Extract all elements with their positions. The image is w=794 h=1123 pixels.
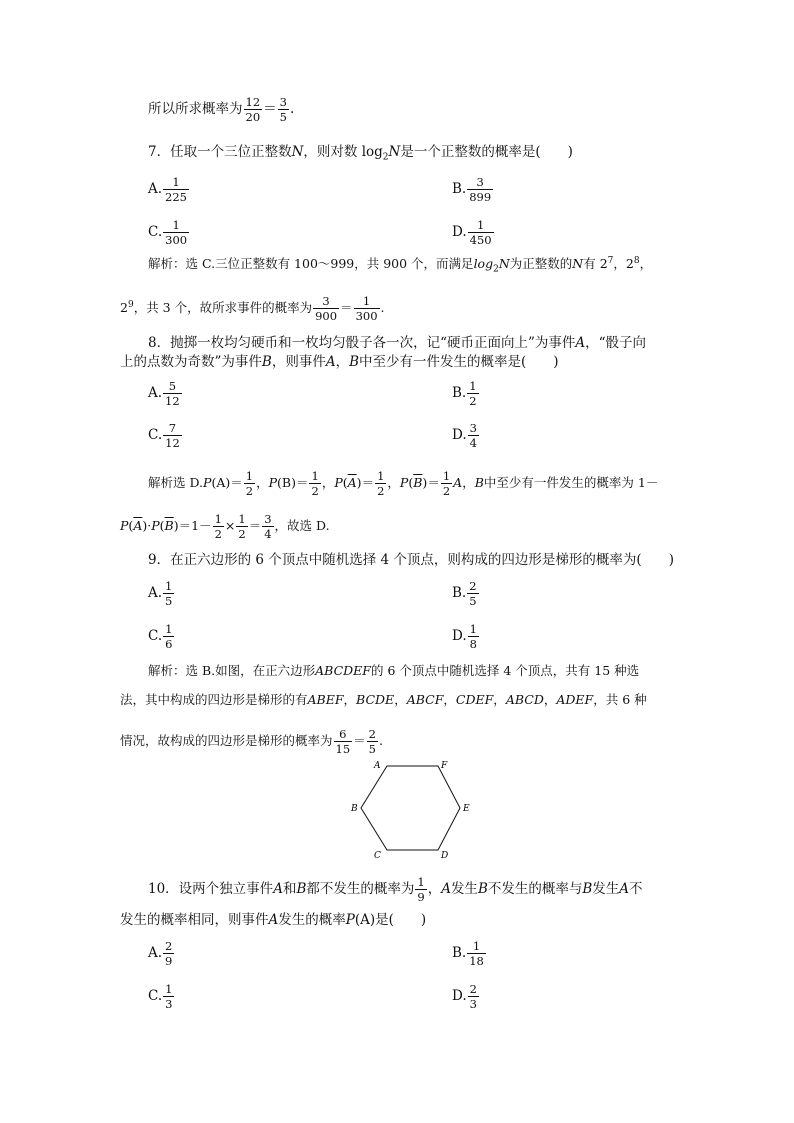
q8-option-d[interactable] [452,422,480,449]
option-label: A. [148,585,163,602]
vertex-label-e: E [463,804,470,814]
text: 发生 [450,881,478,898]
fraction [163,176,189,203]
q10-option-c[interactable] [148,983,175,1010]
var-complement: $\overline{A}$ [347,475,357,491]
q10-stem-line2 [120,914,426,928]
denominator: 450 [469,233,492,248]
var: P [399,475,409,491]
denominator: 3 [469,997,477,1012]
option-label: A. [148,945,163,962]
q7-option-a[interactable] [148,176,190,203]
numerator: 1 [469,379,477,393]
q8-stem-line1 [148,337,646,351]
text: ， [462,475,475,491]
numerator: 1 [469,622,477,636]
text: ，共 6 种 [593,692,647,707]
fraction [163,580,174,607]
q7-option-d[interactable] [452,219,495,246]
denominator: 8 [469,637,477,652]
option-label: B. [452,945,467,962]
denominator: 4 [469,436,477,451]
var: B [477,881,488,898]
option-label: D. [452,427,467,444]
numerator: 2 [165,939,173,953]
text: 不 [629,881,643,898]
q7-option-b[interactable] [452,176,494,203]
text: 7．任取一个三位正整数 [148,144,292,160]
denominator: 15 [335,742,351,757]
denominator: 5 [279,110,287,125]
var: ABEF [307,692,344,707]
q7-option-c[interactable] [148,219,190,246]
text: ＝1－ [178,518,212,534]
denominator: 2 [377,484,385,499]
denominator: 2 [245,484,254,499]
var: B [296,881,307,898]
text: ， [639,256,653,272]
numerator: 1 [238,512,246,526]
var: B [349,354,359,370]
text: ，则事件 [271,354,326,370]
text: ) [173,518,179,534]
text: 是( ) [375,912,427,928]
text: 10．设两个独立事件 [148,881,274,898]
hexagon-figure [345,758,475,862]
denominator: 9 [417,890,425,905]
numerator: 2 [469,982,477,996]
q8-stem-line2 [120,356,559,370]
var: P [334,475,343,491]
text: 和 [282,881,297,898]
denominator: 2 [238,527,246,542]
numerator: 1 [163,219,189,233]
denominator: 9 [165,954,173,969]
fraction [441,470,452,497]
numerator: 3 [313,295,339,309]
q9-stem [148,554,674,568]
text: 的 6 个顶点中随机选择 4 个顶点，共有 15 种选 [370,663,640,678]
fraction [367,728,378,755]
q9-option-c[interactable] [148,623,175,650]
q9-option-b[interactable] [452,580,480,607]
equals: ＝ [361,475,375,491]
text: ，共 3 个，故所求事件的概率为 [133,300,313,316]
numerator: 1 [165,579,173,593]
previous-answer-line [148,96,294,123]
denominator: 2 [442,484,451,499]
fraction [244,470,255,497]
option-label: C. [148,224,163,241]
var-complement: $\overline{B}$ [413,475,423,491]
var: A [273,881,283,898]
var: B [582,881,593,898]
denominator: 2 [469,394,477,409]
text: 上的点数为奇数”为事件 [120,354,262,370]
text: ， [387,475,400,491]
text: (A) [354,912,376,928]
numerator: 3 [469,421,477,435]
text: ( [128,518,134,534]
equals: ＝ [230,475,243,491]
text: ， [335,354,350,370]
var: ADEF [556,692,594,707]
denominator: 2 [311,484,319,499]
q10-option-a[interactable] [148,940,175,967]
text: ，则对数 log [303,144,383,160]
option-label: C. [148,628,163,645]
equals: ＝ [263,101,277,118]
vertex-label-d: D [441,851,449,861]
denominator: 5 [368,742,376,757]
denominator: 899 [469,190,492,205]
equals: ＝ [427,475,440,491]
var: P [345,912,355,928]
numerator: 2 [368,727,376,741]
numerator: 1 [354,295,380,309]
var: A [619,881,630,898]
fraction [163,219,189,246]
var: P [120,518,129,534]
text: ，2 [613,256,634,272]
numerator: 6 [334,728,353,742]
q9-solution-line2: 法，其中构成的四边形是梯形的有ABEF，BCDE，ABCF，CDEF，ABCD，ADEF，共 6 种 [120,692,647,707]
numerator: 3 [467,176,493,190]
text: 都不发生的概率为 [306,881,415,898]
denominator: 6 [165,637,173,652]
var: ABCF [406,692,444,707]
text: 所以所求概率为 [148,101,243,118]
vertex-label-c: C [374,851,381,861]
text: (A) [211,475,231,491]
var: BCDE [356,692,395,707]
q8-option-a[interactable] [148,380,183,407]
option-label: B. [452,585,467,602]
fraction [278,96,289,123]
q10-stem-line1 [148,876,643,903]
q10-option-d[interactable] [452,983,480,1010]
vertex-label-a: A [374,761,381,771]
numerator: 1 [165,622,173,636]
text: 发生的概率相同，则事件 [120,912,269,928]
fraction [163,623,174,650]
equals: ＝ [248,518,262,534]
q8-solution-line1 [148,470,658,497]
text: 2 [120,300,128,316]
numerator: 2 [469,579,477,593]
numerator: 7 [163,422,182,436]
numerator: 5 [163,380,182,394]
text: ) [142,518,148,534]
fraction [468,623,479,650]
var: A [575,335,586,351]
text: 解析：选 B.如图，在正六边形 [148,663,316,678]
text: 中至少有一件发生的概率为 1－ [483,475,659,491]
denominator: 225 [165,190,187,205]
option-label: C. [148,427,163,444]
numerator: 1 [245,469,254,483]
equals: ＝ [340,300,353,316]
fraction [334,728,353,755]
text: 法，其中构成的四边形是梯形的有 [120,692,308,707]
fraction [354,295,380,322]
var-complement: $\overline{A}$ [133,518,143,534]
times: × [224,518,236,534]
fraction [467,380,478,407]
var: B [261,354,272,370]
var: A [453,475,463,491]
fraction [468,422,479,449]
text: (B) [277,475,296,491]
option-label: C. [148,988,163,1005]
subscript: 2 [382,152,389,163]
text: ) [422,475,428,491]
numerator: 12 [245,95,261,109]
vertex-label-b: B [351,804,358,814]
fraction [468,983,479,1010]
option-label: B. [452,385,467,402]
var: P [151,518,160,534]
denominator: 20 [245,110,261,125]
text: 发生的概率 [278,912,346,928]
fraction [236,513,247,540]
denominator: 3 [165,997,173,1012]
fraction [467,176,493,203]
q8-solution-line2: $P(\overline{A})\cdot P(\overline{B})=1-$ $\frac{1}{2}$ × $\frac{1}{2}$ ＝ $\frac{3}{4}$ ，故选 D. [120,512,330,542]
fraction [313,295,339,322]
var-complement: $\overline{B}$ [164,518,174,534]
text: ，“骰子向 [585,335,647,351]
text: ( [342,475,348,491]
text: ( [159,518,165,534]
fraction [163,983,174,1010]
denominator: 12 [165,394,180,409]
text: ， [256,475,269,491]
denominator: 300 [355,309,378,324]
q7-solution-line1 [148,257,652,275]
superscript: 8 [633,256,640,266]
text: 9．在正六边形的 6 个顶点中随机选择 4 个顶点，则构成的四边形是梯形的概率为( ) [148,552,674,568]
var: A [441,881,451,898]
text: 解析选 D. [148,475,204,491]
denominator: 18 [469,954,484,969]
text: 解析：选 C.三位正整数有 100～999，共 900 个，而满足 [148,256,474,272]
text: 是一个正整数的概率是( ) [400,144,573,160]
option-label: B. [452,181,467,198]
option-label: D. [452,224,467,241]
var: N [498,256,510,272]
period: . [379,733,383,749]
var: P [203,475,212,491]
equals: ＝ [353,733,366,749]
var: ABCD [505,692,544,707]
numerator: 1 [311,469,319,483]
numerator: 1 [442,469,451,483]
q7-stem [148,146,573,163]
fraction [467,940,486,967]
equals: ＝ [295,475,309,491]
fraction [375,470,386,497]
q8-option-b[interactable] [452,380,480,407]
var: CDEF [455,692,494,707]
hexagon-shape [361,766,460,850]
fraction [415,876,426,903]
text: ， [321,475,335,491]
q9-solution-line3 [120,728,383,755]
var: A [268,912,279,928]
q9-option-a[interactable] [148,580,175,607]
fraction [163,940,174,967]
fraction [213,513,224,540]
fraction [468,219,494,246]
q9-solution-line1 [148,665,639,678]
var: N [572,256,584,272]
option-label: D. [452,628,467,645]
denominator: 5 [469,594,477,609]
fraction [244,96,263,123]
option-label: A. [148,181,163,198]
superscript: 9 [127,299,134,310]
text: 为正整数的 [509,256,573,272]
var: A [325,354,336,370]
text: 有 2 [583,256,608,272]
fraction [467,580,478,607]
numerator: 1 [163,176,189,190]
period: . [289,101,295,118]
numerator: 3 [279,95,287,109]
fraction [163,422,182,449]
text: 情况，故构成的四边形是梯形的概率为 [120,733,333,749]
text: 不发生的概率与 [487,881,583,898]
text: ( [408,475,414,491]
fraction [163,380,182,407]
subscript: 2 [493,264,499,275]
q9-option-d[interactable] [452,623,480,650]
denominator: 5 [165,594,173,609]
denominator: 12 [165,436,180,451]
var: N [388,144,401,160]
numerator: 1 [417,875,425,889]
numerator: 1 [467,940,486,954]
numerator: 3 [264,512,272,526]
var: ABCDEF [315,663,371,678]
denominator: 300 [165,233,188,248]
numerator: 1 [165,982,173,996]
vertex-label-f: F [441,761,448,771]
option-label: D. [452,988,467,1005]
var: N [291,144,304,160]
denominator: 2 [214,527,222,542]
option-label: A. [148,385,163,402]
q10-option-b[interactable] [452,940,487,967]
q7-solution-line2 [120,295,385,322]
fraction [262,513,273,540]
q8-option-c[interactable] [148,422,183,449]
period: . [380,300,385,316]
var: P [268,475,278,491]
text: ) [356,475,362,491]
var: B [474,475,484,491]
denominator: 4 [264,527,272,542]
denominator: 900 [315,309,338,324]
text: 发生 [592,881,620,898]
fraction [309,470,320,497]
text: ， [427,881,442,898]
text: ，故选 D. [274,518,330,534]
numerator: 1 [377,469,385,483]
numerator: 1 [214,512,222,526]
text: log [473,256,494,272]
text: 中至少有一件发生的概率是( ) [359,354,559,370]
text: 8．抛掷一枚均匀硬币和一枚均匀骰子各一次，记“硬币正面向上”为事件 [148,335,576,351]
numerator: 1 [468,219,494,233]
superscript: 7 [607,256,614,266]
